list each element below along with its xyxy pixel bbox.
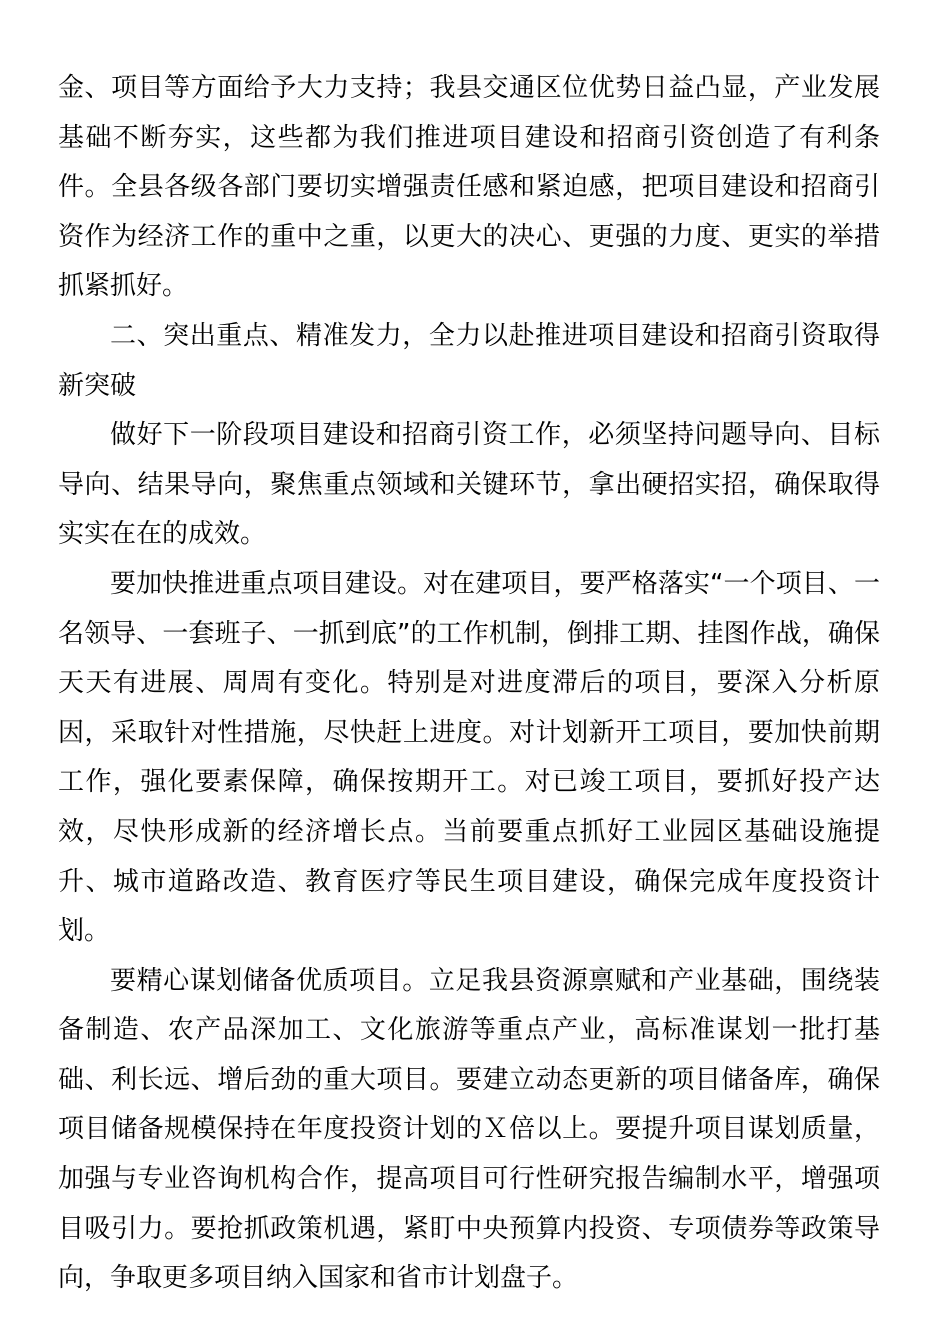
section-heading: 二、突出重点、精准发力，全力以赴推进项目建设和招商引资取得新突破 [58,320,880,401]
document-body [58,64,880,1304]
paragraph-intro: 做好下一阶段项目建设和招商引资工作，必须坚持问题导向、目标导向、结果导向，聚焦重点领域和关键环节，拿出硬招实招，确保取得实实在在的成效。 [58,420,880,550]
paragraph-project-reserve: 要精心谋划储备优质项目。立足我县资源禀赋和产业基础，围绕装备制造、农产品深加工、文化旅游等重点产业，高标准谋划一批打基础、利长远、增后劲的重大项目。要建立动态更新的项目储备库，确保项目储备规模保持在年度投资计划的Ｘ倍以上。要提升项目谋划质量，加强与专业咨询机构合作，提高项目可行性研究报告编制水平，增强项目吸引力。要抢抓政策机遇，紧盯中央预算内投资、专项债券等政策导向，争取更多项目纳入国家和省市计划盘子。 [58,965,880,1294]
paragraph-continuation: 金、项目等方面给予大力支持；我县交通区位优势日益凸显，产业发展基础不断夯实，这些都为我们推进项目建设和招商引资创造了有利条件。全县各级各部门要切实增强责任感和紧迫感，把项目建设和招商引资作为经济工作的重中之重，以更大的决心、更强的力度、更实的举措抓紧抓好。 [58,73,880,302]
paragraph-key-projects: 要加快推进重点项目建设。对在建项目，要严格落实“一个项目、一名领导、一套班子、一抓到底”的工作机制，倒排工期、挂图作战，确保天天有进展、周周有变化。特别是对进度滞后的项目，要深入分析原因，采取针对性措施，尽快赶上进度。对计划新开工项目，要加快前期工作，强化要素保障，确保按期开工。对已竣工项目，要抓好投产达效，尽快形成新的经济增长点。当前要重点抓好工业园区基础设施提升、城市道路改造、教育医疗等民生项目建设，确保完成年度投资计划。 [58,568,880,947]
